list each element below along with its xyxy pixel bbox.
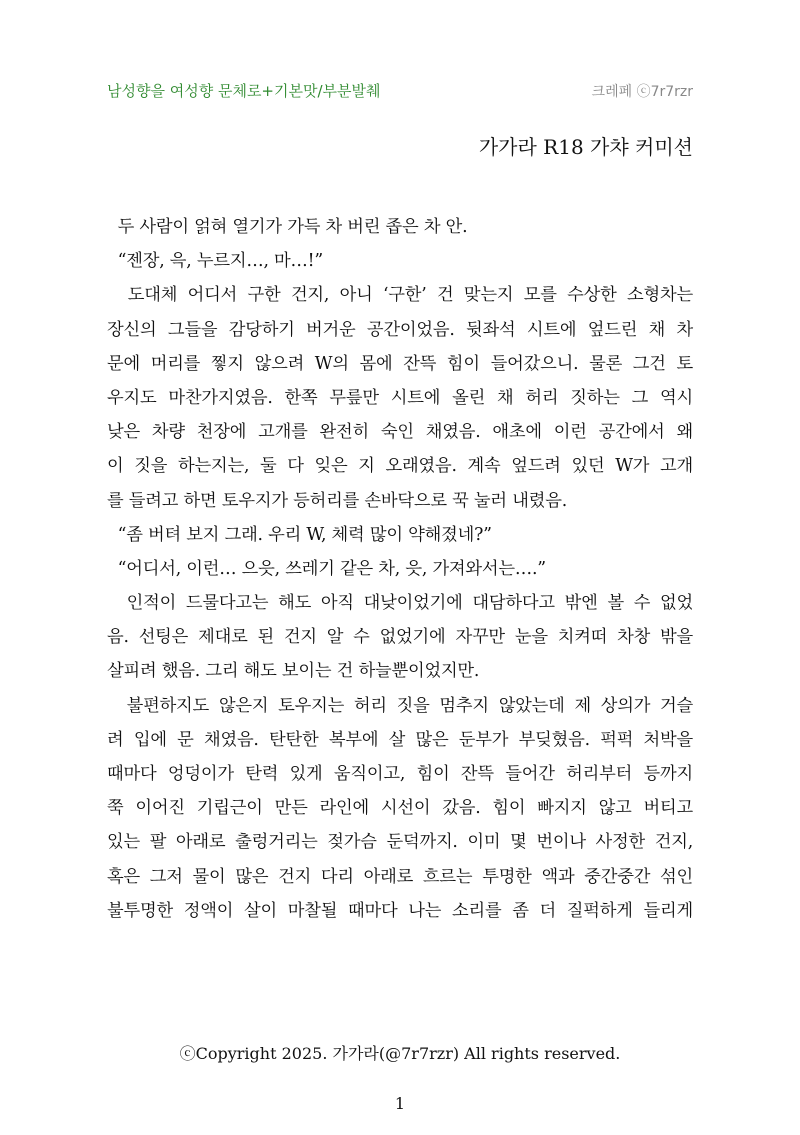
text-line: 때마다 엉덩이가 탄력 있게 움직이고, 힘이 잔뜩 들어간 허리부터 등까지 bbox=[107, 764, 693, 784]
header-author: 크레페 ⓒ7r7rzr bbox=[591, 84, 693, 100]
header-tags: 남성향을 여성향 문체로+기본맛/부분발췌 bbox=[107, 82, 381, 100]
text-line: 두 사람이 얽혀 열기가 가득 차 버린 좁은 차 안. bbox=[107, 217, 468, 237]
document-title: 가가라 R18 가챠 커미션 bbox=[478, 135, 693, 159]
text-line: “어디서, 이런… 으읏, 쓰레기 같은 차, 읏, 가져와서는….” bbox=[107, 558, 546, 579]
text-line: 를 들려고 하면 토우지가 등허리를 손바닥으로 꾹 눌러 내렸음. bbox=[107, 490, 567, 511]
text-line: “젠장, 윽, 누르지…, 마…!” bbox=[107, 251, 323, 272]
text-line: 쭉 이어진 기립근이 만든 라인에 시선이 갔음. 힘이 빠지지 않고 버티고 bbox=[107, 798, 693, 819]
text-line: “좀 버텨 보지 그래. 우리 W, 체력 많이 약해졌네?” bbox=[107, 524, 492, 545]
text-line: 불투명한 정액이 살이 마찰될 때마다 나는 소리를 좀 더 질퍽하게 들리게 bbox=[107, 900, 693, 921]
text-line: 려 입에 문 채였음. 탄탄한 복부에 살 많은 둔부가 부딪혔음. 퍽퍽 처박을 bbox=[107, 729, 693, 750]
text-line: 음. 선팅은 제대로 된 건지 알 수 없었기에 자꾸만 눈을 치켜떠 차창 밖을 bbox=[107, 627, 693, 648]
text-line: 살피려 했음. 그리 해도 보이는 건 하늘뿐이었지만. bbox=[107, 661, 480, 682]
text-line: 불편하지도 않은지 토우지는 허리 짓을 멈추지 않았는데 제 상의가 거슬 bbox=[107, 695, 693, 716]
text-line: 이 짓을 하는지는, 둘 다 잊은 지 오래였음. 계속 엎드려 있던 W가 고개 bbox=[107, 456, 693, 477]
body-text bbox=[107, 210, 693, 928]
copyright-notice: ⓒCopyright 2025. 가가라(@7r7rzr) All rights reserved. bbox=[179, 1044, 621, 1063]
text-line: 혹은 그저 물이 많은 건지 다리 아래로 흐르는 투명한 액과 중간중간 섞인 bbox=[107, 866, 693, 887]
text-line: 장신의 그들을 감당하기 버거운 공간이었음. 뒷좌석 시트에 엎드린 채 차 bbox=[107, 319, 693, 340]
text-line: 문에 머리를 찧지 않으려 W의 몸에 잔뜩 힘이 들어갔으니. 물론 그건 토 bbox=[107, 353, 693, 374]
text-line: 낮은 차량 천장에 고개를 완전히 숙인 채였음. 애초에 이런 공간에서 왜 bbox=[107, 422, 693, 443]
text-line: 있는 팔 아래로 출렁거리는 젖가슴 둔덕까지. 이미 몇 번이나 사정한 건지, bbox=[107, 832, 693, 853]
text-line: 인적이 드물다고는 해도 아직 대낮이었기에 대담하다고 밖엔 볼 수 없었 bbox=[107, 593, 693, 614]
text-line: 우지도 마찬가지였음. 한쪽 무릎만 시트에 올린 채 허리 짓하는 그 역시 bbox=[107, 387, 693, 408]
page-number: 1 bbox=[394, 1094, 406, 1113]
text-line: 도대체 어디서 구한 건지, 아니 ‘구한’ 건 맞는지 모를 수상한 소형차는 bbox=[107, 285, 693, 306]
